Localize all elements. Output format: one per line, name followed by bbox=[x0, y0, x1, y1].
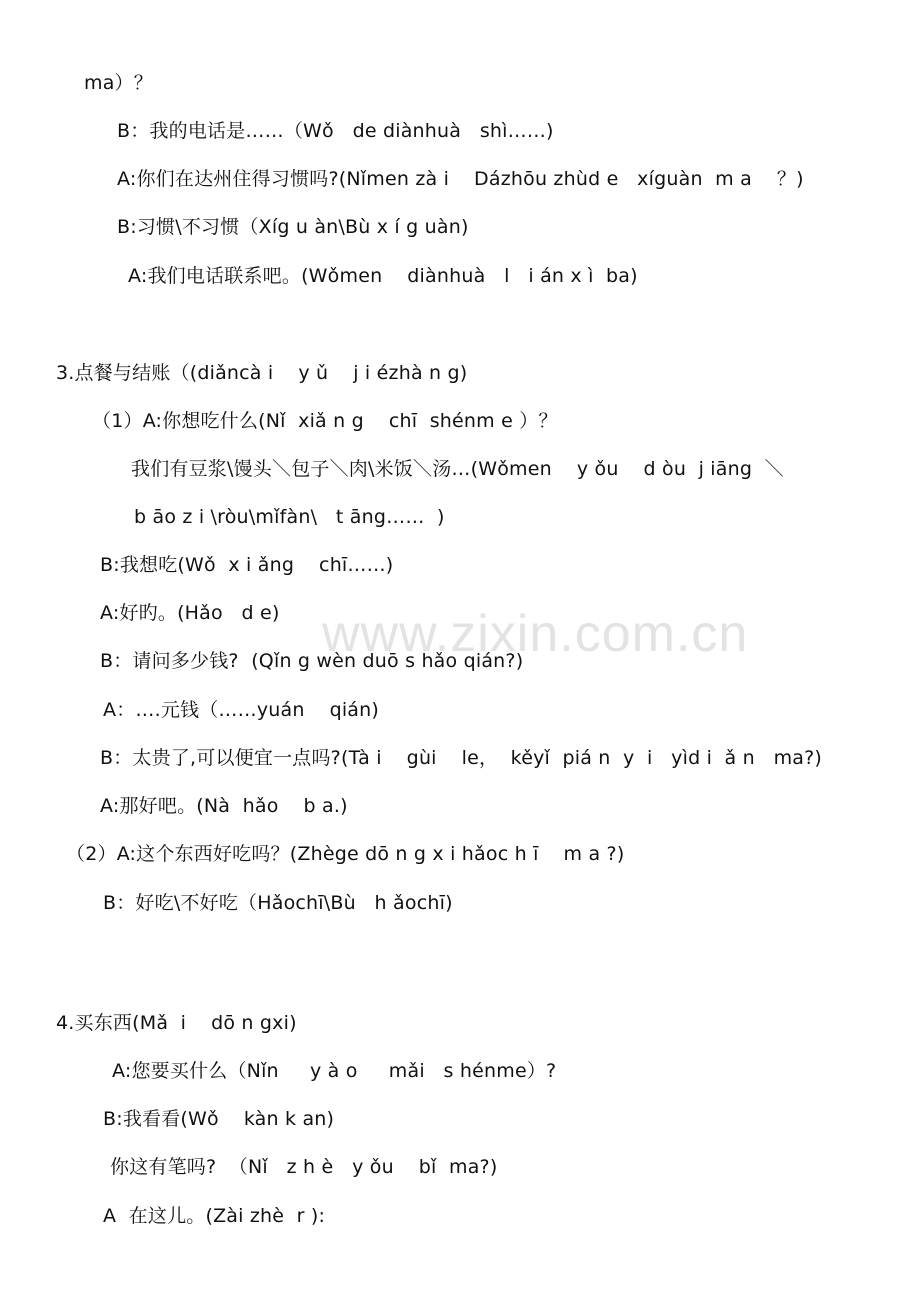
dialogue-line-12: A：….元钱（……yuán qián) bbox=[103, 699, 380, 721]
dialogue-line-3: A:你们在达州住得习惯吗?(Nǐmen zà i Dázhōu zhùd e xíguàn m a ？) bbox=[117, 168, 804, 190]
section-heading-3: 3.点餐与结账（(diǎncà i y ǔ j i ézhà n g) bbox=[56, 362, 468, 384]
section-heading-4: 4.买东西(Mǎ i dō n gxi) bbox=[56, 1012, 297, 1034]
dialogue-line-10: A:好旳。(Hǎo d e) bbox=[100, 602, 280, 624]
dialogue-line-11: B：请问多少钱? (Qǐn g wèn duō s hǎo qián?) bbox=[100, 650, 524, 672]
dialogue-line-18: B:我看看(Wǒ kàn k an) bbox=[103, 1108, 335, 1130]
dialogue-line-13: B：太贵了,可以便宜一点吗?(Tà i gùi le， kěyǐ piá n y i yìd i ǎ n ma?) bbox=[100, 747, 823, 769]
dialogue-line-7: 我们有豆浆\馒头＼包子＼肉\米饭＼汤…(Wǒmen y ǒu d òu j iāng ＼ bbox=[131, 458, 784, 480]
dialogue-line-8: b āo z i \ròu\mǐfàn\ t āng…… ) bbox=[134, 506, 445, 528]
dialogue-line-2: B：我的电话是……（Wǒ de diànhuà shì……) bbox=[117, 120, 554, 142]
dialogue-line-16: B：好吃\不好吃（Hǎochī\Bù h ǎochī) bbox=[103, 892, 453, 914]
dialogue-line-1: ma）？ bbox=[84, 72, 153, 94]
dialogue-line-14: A:那好吧。(Nà hǎo b a.) bbox=[100, 795, 348, 817]
dialogue-line-4: B:习惯\不习惯（Xíg u àn\Bù x í g uàn) bbox=[117, 216, 469, 238]
dialogue-line-20: A 在这儿。(Zài zhè r ): bbox=[103, 1205, 326, 1227]
dialogue-line-15: （2）A:这个东西好吃吗？(Zhège dō n g x i hǎoc h ī m a ?) bbox=[66, 843, 625, 865]
dialogue-line-19: 你这有笔吗? （Nǐ z h è y ǒu bǐ ma?) bbox=[110, 1156, 498, 1178]
watermark: www.zixin.com.cn bbox=[322, 605, 749, 663]
dialogue-line-17: A:您要买什么（Nǐn y à o mǎi s hénme）? bbox=[112, 1060, 557, 1082]
dialogue-line-6: （1）A:你想吃什么(Nǐ xiǎ n g chī shénm e ）？ bbox=[92, 410, 558, 432]
dialogue-line-9: B:我想吃(Wǒ x i ǎng chī……) bbox=[100, 554, 394, 576]
dialogue-line-5: A:我们电话联系吧。(Wǒmen diànhuà l i án x ì ba) bbox=[128, 265, 638, 287]
